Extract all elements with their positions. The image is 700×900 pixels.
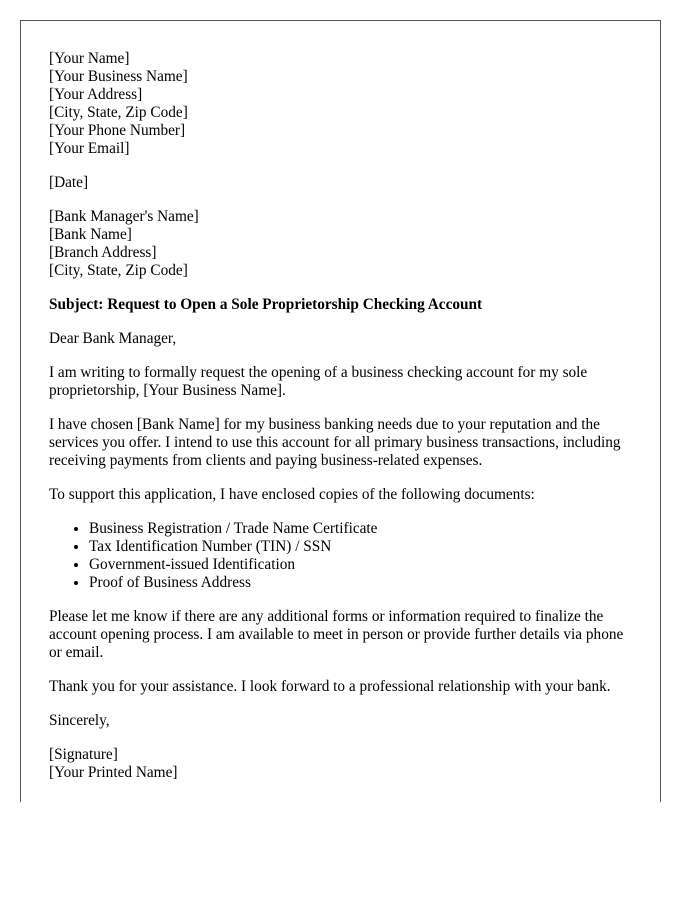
paragraph-documents-intro: To support this application, I have enclosed copies of the following documents: bbox=[49, 486, 535, 503]
sender-phone: [Your Phone Number] bbox=[49, 122, 186, 139]
sender-name: [Your Name] bbox=[49, 50, 130, 67]
list-item: • Tax Identification Number (TIN) / SSN bbox=[89, 538, 660, 556]
signature-placeholder: [Signature] bbox=[49, 746, 118, 763]
paragraph-intro: I am writing to formally request the opening of a business checking account for my sole proprietorship, [Your Business Name]. bbox=[49, 364, 588, 399]
letter-page bbox=[20, 20, 661, 802]
signature-block bbox=[49, 746, 660, 782]
recipient-bank-name: [Bank Name] bbox=[49, 226, 132, 243]
printed-name: [Your Printed Name] bbox=[49, 764, 178, 781]
sender-email: [Your Email] bbox=[49, 140, 130, 157]
sender-city-state-zip: [City, State, Zip Code] bbox=[49, 104, 188, 121]
salutation: Dear Bank Manager, bbox=[49, 330, 177, 347]
list-item: • Government-issued Identification bbox=[89, 556, 660, 574]
paragraph-additional-info: Please let me know if there are any additional forms or information required to finalize the account opening process. I am available to meet in person or provide further details via phone or email. bbox=[49, 608, 624, 661]
subject-line: Subject: Request to Open a Sole Proprietorship Checking Account bbox=[49, 296, 483, 313]
list-item: • Business Registration / Trade Name Certificate bbox=[89, 520, 660, 538]
sender-block bbox=[49, 50, 660, 158]
recipient-manager-name: [Bank Manager's Name] bbox=[49, 208, 199, 225]
closing-block bbox=[49, 712, 660, 730]
letter-date: [Date] bbox=[49, 174, 89, 191]
list-item: • Proof of Business Address bbox=[89, 574, 660, 592]
salutation-block bbox=[49, 330, 660, 348]
date-block bbox=[49, 174, 660, 192]
recipient-city-state-zip: [City, State, Zip Code] bbox=[49, 262, 188, 279]
sender-address: [Your Address] bbox=[49, 86, 143, 103]
recipient-branch-address: [Branch Address] bbox=[49, 244, 157, 261]
documents-list bbox=[49, 520, 660, 592]
sender-business-name: [Your Business Name] bbox=[49, 68, 188, 85]
valediction: Sincerely, bbox=[49, 712, 110, 729]
subject-block bbox=[49, 296, 660, 314]
recipient-block bbox=[49, 208, 660, 280]
paragraph-reason: I have chosen [Bank Name] for my business banking needs due to your reputation and the services you offer. I intend to use this account for all primary business transactions, including receiving payments from clients and paying business-related expenses. bbox=[49, 416, 621, 469]
paragraph-thanks: Thank you for your assistance. I look forward to a professional relationship with your bank. bbox=[49, 678, 611, 695]
